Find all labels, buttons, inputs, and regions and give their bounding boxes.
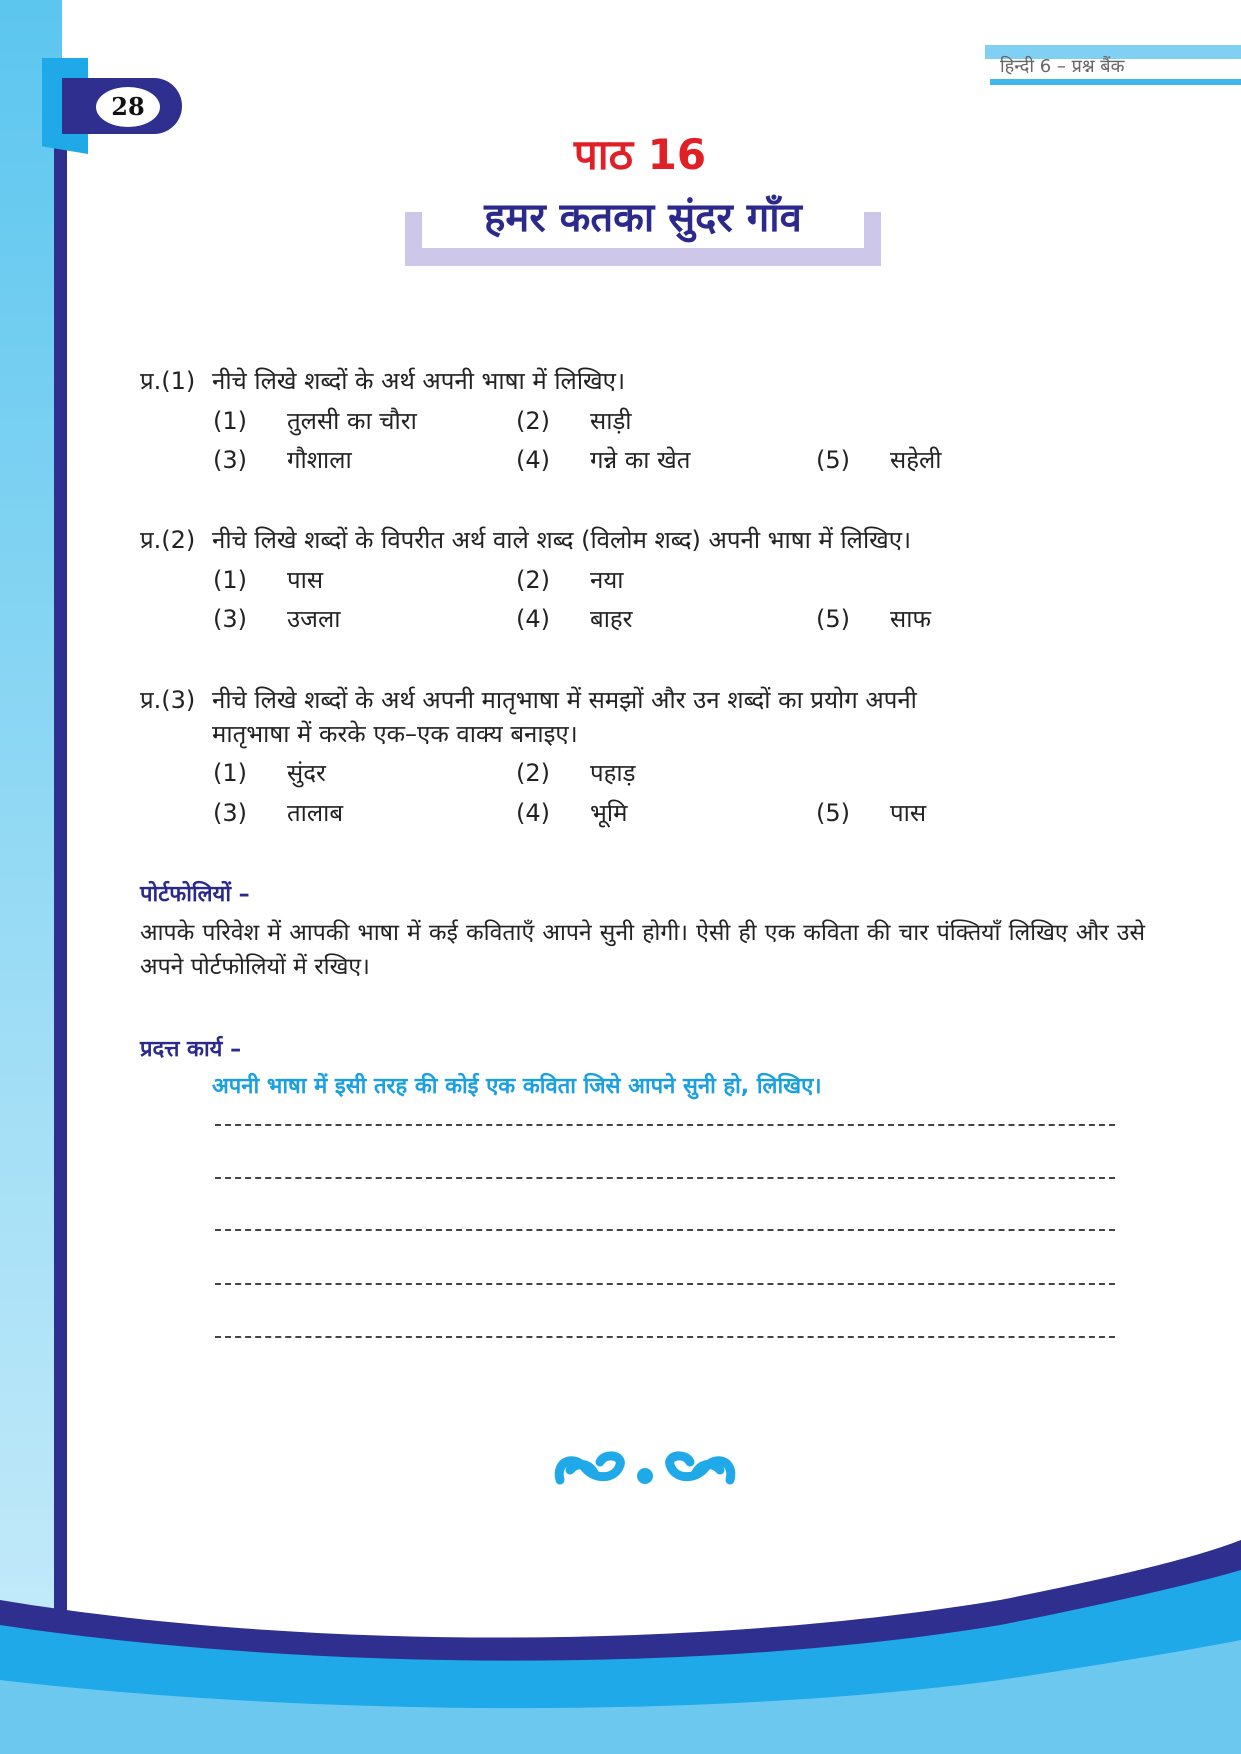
list-item: (3) उजला <box>213 605 341 633</box>
list-item: (3) तालाब <box>213 799 344 827</box>
left-decorative-line <box>54 60 67 1620</box>
question-2 <box>140 523 1150 557</box>
writing-line <box>215 1283 1115 1285</box>
portfolio-text: आपके परिवेश में आपकी भाषा में कई कविताएँ आपने सुनी होगी। ऐसी ही एक कविता की चार पंक्तियाँ लिखिए और उसे अपने पोर्टफोलियों में रखिए। <box>140 920 1145 980</box>
question-3 <box>140 683 1150 751</box>
list-item: (1) पास <box>213 566 324 594</box>
list-item: (4) गन्ने का खेत <box>516 446 691 474</box>
page-number: 28 <box>96 87 160 127</box>
book-label: हिन्दी 6 – प्रश्न बैंक <box>1000 56 1125 77</box>
left-decorative-strip <box>0 0 62 1754</box>
list-item: (1) तुलसी का चौरा <box>213 407 417 435</box>
question-text-continued: मातृभाषा में करके एक–एक वाक्य बनाइए। <box>212 720 578 748</box>
writing-line <box>215 1124 1115 1126</box>
list-item: (3) गौशाला <box>213 446 352 474</box>
lesson-number: पाठ 16 <box>573 130 707 179</box>
list-item: (5) सहेली <box>816 446 942 474</box>
assignment-heading: प्रदत्त कार्य – <box>140 1037 242 1062</box>
list-item: (5) पास <box>816 799 927 827</box>
ornament-divider-icon <box>545 1440 745 1500</box>
writing-line <box>215 1336 1115 1338</box>
assignment-instruction: अपनी भाषा में इसी तरह की कोई एक कविता जिसे आपने सुनी हो, लिखिए। <box>212 1074 822 1099</box>
list-item: (2) पहाड़ <box>516 759 636 787</box>
list-item: (2) नया <box>516 566 624 594</box>
question-text: नीचे लिखे शब्दों के अर्थ अपनी मातृभाषा में समझों और उन शब्दों का प्रयोग अपनी <box>212 686 917 714</box>
writing-line <box>215 1229 1115 1231</box>
question-text: नीचे लिखे शब्दों के विपरीत अर्थ वाले शब्द (विलोम शब्द) अपनी भाषा में लिखिए। <box>212 526 912 554</box>
list-item: (5) साफ <box>816 605 931 633</box>
question-label: प्र.(2) <box>140 526 196 554</box>
list-item: (4) भूमि <box>516 799 628 827</box>
question-text: नीचे लिखे शब्दों के अर्थ अपनी भाषा में लिखिए। <box>212 367 626 395</box>
list-item: (4) बाहर <box>516 605 633 633</box>
question-1 <box>140 364 1150 398</box>
lesson-title: हमर कतका सुंदर गाँव <box>484 195 802 241</box>
question-label: प्र.(1) <box>140 367 196 395</box>
portfolio-heading: पोर्टफोलियों – <box>140 882 250 907</box>
list-item: (1) सुंदर <box>213 759 326 787</box>
writing-line <box>215 1177 1115 1179</box>
list-item: (2) साड़ी <box>516 407 632 435</box>
question-label: प्र.(3) <box>140 686 196 714</box>
header-decorative-underline <box>990 79 1241 85</box>
bottom-wave-decoration <box>0 1540 1241 1754</box>
